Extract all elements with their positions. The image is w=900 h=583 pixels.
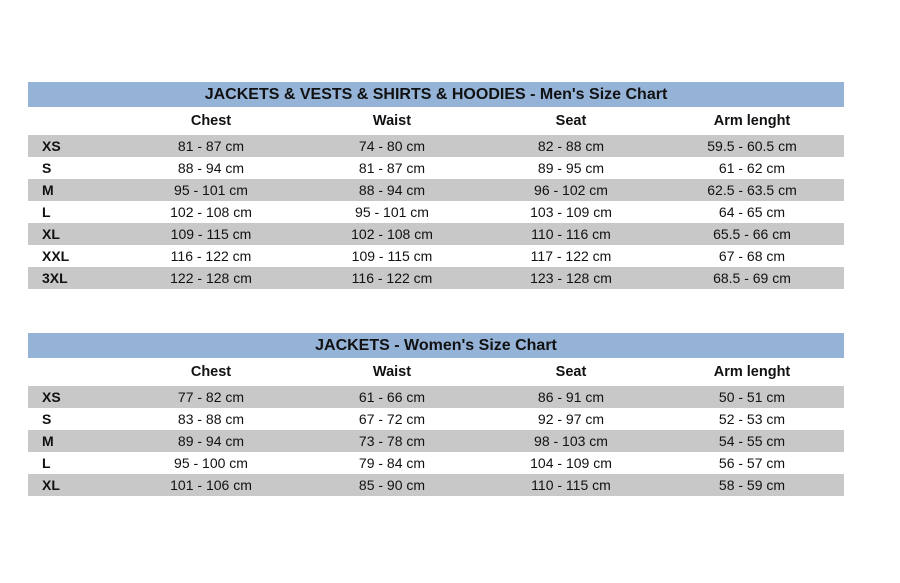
mens-header-size [28,107,120,135]
chest-cell: 95 - 100 cm [174,455,248,471]
chest-cell: 122 - 128 cm [170,270,252,286]
arm-length-cell: 54 - 55 cm [718,433,786,449]
table-row [28,408,844,430]
arm-length-cell: 67 - 68 cm [718,248,786,264]
chest-cell: 83 - 88 cm [177,411,245,427]
size-cell: S [42,411,52,427]
chest-cell: 109 - 115 cm [170,226,252,242]
chest-cell: 81 - 87 cm [177,138,245,154]
arm-length-cell: 68.5 - 69 cm [713,270,791,286]
seat-cell: 104 - 109 cm [530,455,612,471]
size-cell: 3XL [42,270,68,286]
waist-cell: 88 - 94 cm [358,182,426,198]
womens-header-seat: Seat [555,364,587,380]
seat-cell: 117 - 122 cm [530,248,612,264]
womens-size-chart [28,333,844,496]
seat-cell: 96 - 102 cm [534,182,608,198]
seat-cell: 98 - 103 cm [534,433,608,449]
table-row [28,386,844,408]
womens-chart-title: JACKETS - Women's Size Chart [28,333,844,358]
size-cell: XS [42,138,61,154]
size-cell: XL [42,226,60,242]
size-cell: S [42,160,52,176]
arm-length-cell: 50 - 51 cm [718,389,786,405]
seat-cell: 82 - 88 cm [537,138,605,154]
womens-header-arm-length: Arm lenght [713,364,791,380]
arm-length-cell: 65.5 - 66 cm [713,226,791,242]
waist-cell: 74 - 80 cm [358,138,426,154]
table-row [28,157,844,179]
mens-header-chest: Chest [190,113,232,129]
seat-cell: 86 - 91 cm [537,389,605,405]
size-cell: L [42,455,51,471]
table-row [28,179,844,201]
seat-cell: 110 - 115 cm [531,477,611,493]
waist-cell: 61 - 66 cm [358,389,426,405]
seat-cell: 110 - 116 cm [531,226,611,242]
seat-cell: 92 - 97 cm [537,411,605,427]
waist-cell: 102 - 108 cm [351,226,433,242]
mens-header-seat: Seat [555,113,587,129]
table-row [28,245,844,267]
size-cell: L [42,204,51,220]
chest-cell: 88 - 94 cm [177,160,245,176]
chest-cell: 77 - 82 cm [177,389,245,405]
mens-header-row [28,107,844,135]
seat-cell: 103 - 109 cm [530,204,612,220]
chest-cell: 102 - 108 cm [170,204,252,220]
waist-cell: 109 - 115 cm [351,248,433,264]
size-cell: XL [42,477,60,493]
table-row [28,201,844,223]
table-row [28,452,844,474]
size-cell: XS [42,389,61,405]
waist-cell: 116 - 122 cm [351,270,433,286]
table-row [28,474,844,496]
womens-header-row [28,358,844,386]
mens-table-body [28,135,844,289]
arm-length-cell: 59.5 - 60.5 cm [707,138,797,154]
chest-cell: 89 - 94 cm [177,433,245,449]
mens-header-waist: Waist [372,113,412,129]
table-row [28,223,844,245]
size-cell: M [42,433,54,449]
arm-length-cell: 52 - 53 cm [718,411,786,427]
waist-cell: 81 - 87 cm [358,160,426,176]
womens-header-chest: Chest [190,364,232,380]
table-row [28,135,844,157]
table-row [28,267,844,289]
chest-cell: 95 - 101 cm [174,182,248,198]
womens-header-waist: Waist [372,364,412,380]
waist-cell: 95 - 101 cm [355,204,429,220]
arm-length-cell: 64 - 65 cm [718,204,786,220]
arm-length-cell: 58 - 59 cm [718,477,786,493]
table-row [28,430,844,452]
womens-header-size [28,358,120,386]
waist-cell: 73 - 78 cm [358,433,426,449]
waist-cell: 79 - 84 cm [358,455,426,471]
mens-chart-title: JACKETS & VESTS & SHIRTS & HOODIES - Men's Size Chart [28,82,844,107]
size-cell: XXL [42,248,70,264]
chest-cell: 101 - 106 cm [170,477,252,493]
size-cell: M [42,182,54,198]
womens-table-body [28,386,844,496]
seat-cell: 89 - 95 cm [537,160,605,176]
arm-length-cell: 62.5 - 63.5 cm [707,182,797,198]
arm-length-cell: 61 - 62 cm [718,160,786,176]
waist-cell: 67 - 72 cm [358,411,426,427]
chest-cell: 116 - 122 cm [170,248,252,264]
mens-size-chart [28,82,844,289]
seat-cell: 123 - 128 cm [530,270,612,286]
mens-header-arm-length: Arm lenght [713,113,791,129]
arm-length-cell: 56 - 57 cm [718,455,786,471]
waist-cell: 85 - 90 cm [358,477,426,493]
